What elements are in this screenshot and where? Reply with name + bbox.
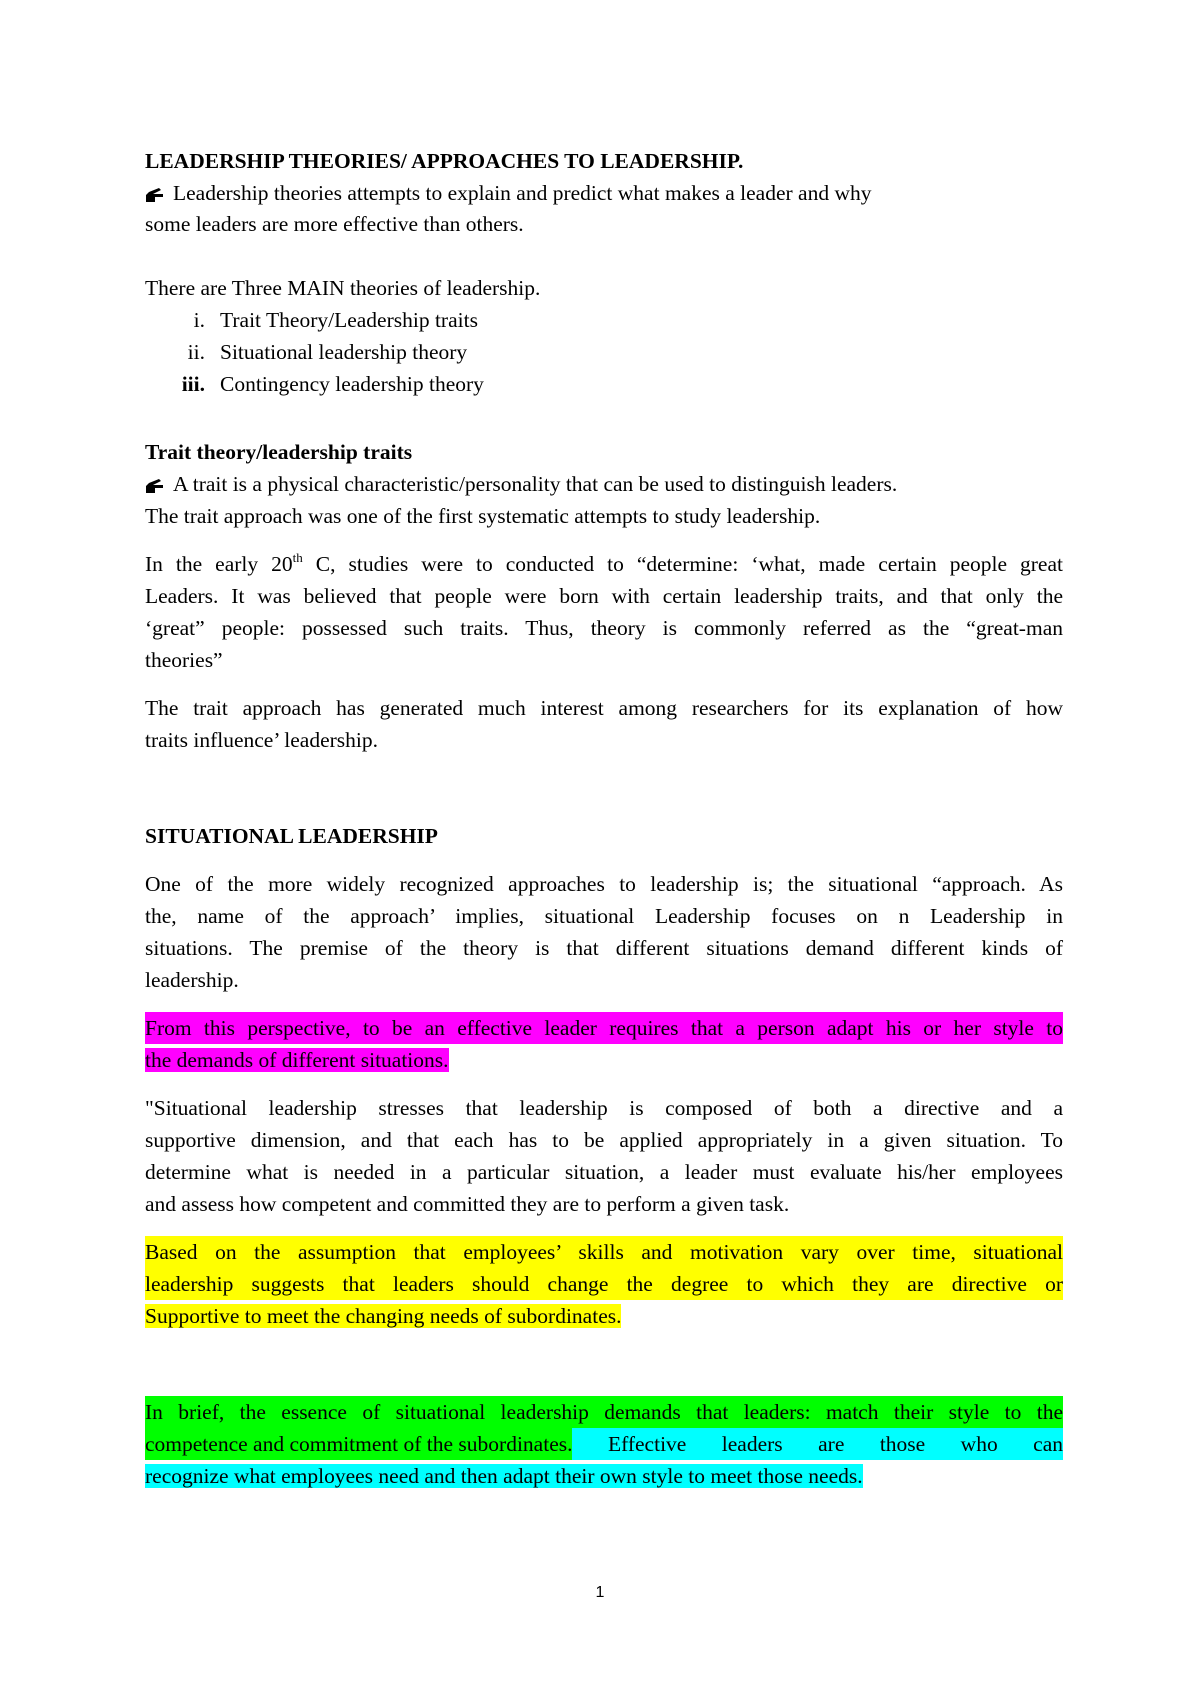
stresses-line-1: "Situational leadership stresses that leadership is composed of both a directive and a xyxy=(145,1096,1063,1120)
situational-line-2: the, name of the approach’ implies, situational Leadership focuses on n Leadership in xyxy=(145,904,1063,928)
situational-heading: SITUATIONAL LEADERSHIP xyxy=(145,824,438,848)
intro-line-2: some leaders are more effective than others. xyxy=(145,212,524,236)
brief-text-2-cyan: Effective leaders are those who can xyxy=(572,1428,1063,1460)
assumption-line-1: Based on the assumption that employees’ skills and motivation vary over time, situational xyxy=(145,1236,1063,1268)
list-item-2: Situational leadership theory xyxy=(220,340,468,364)
early-line-2: Leaders. It was believed that people were born with certain leadership traits, and that only the xyxy=(145,584,1063,608)
early-line-4: theories” xyxy=(145,648,223,672)
perspective-line-2 xyxy=(145,1044,449,1076)
brief-line-3 xyxy=(145,1460,863,1492)
list-num-1: i. xyxy=(193,308,205,332)
intro-line-1 xyxy=(145,177,872,209)
stresses-line-3: determine what is needed in a particular situation, a leader must evaluate his/her employees xyxy=(145,1160,1063,1184)
writing-hand-icon xyxy=(145,187,165,201)
stresses-line-2: supportive dimension, and that each has to be applied appropriately in a given situation. To xyxy=(145,1128,1063,1152)
assumption-line-3 xyxy=(145,1300,621,1332)
brief-text-2-green: competence and commitment of the subordinates. xyxy=(145,1428,572,1460)
list-item-1: Trait Theory/Leadership traits xyxy=(220,308,478,332)
early-line-3: ‘great” people: possessed such traits. Thus, theory is commonly referred as the “great-man xyxy=(145,616,1063,640)
page-title: LEADERSHIP THEORIES/ APPROACHES TO LEADERSHIP. xyxy=(145,149,744,173)
assumption-text-3: Supportive to meet the changing needs of subordinates. xyxy=(145,1304,622,1328)
intro-text-1: Leadership theories attempts to explain and predict what makes a leader and why xyxy=(173,181,872,205)
early-line-1 xyxy=(145,548,1063,580)
early-sup: th xyxy=(292,550,303,565)
situational-line-4: leadership. xyxy=(145,968,239,992)
brief-line-1: In brief, the essence of situational leadership demands that leaders: match their style to the xyxy=(145,1396,1063,1428)
trait-line-2: The trait approach was one of the first systematic attempts to study leadership. xyxy=(145,504,821,528)
perspective-text-2: the demands of different situations. xyxy=(145,1048,449,1072)
early-post: C, studies were to conducted to “determine: ‘what, made certain people great xyxy=(302,552,1063,576)
brief-text-3: recognize what employees need and then adapt their own style to meet those needs. xyxy=(145,1464,863,1488)
situational-line-3: situations. The premise of the theory is that different situations demand different kinds of xyxy=(145,936,1063,960)
list-num-2: ii. xyxy=(187,340,205,364)
page-number: 1 xyxy=(595,1584,605,1601)
interest-line-2: traits influence’ leadership. xyxy=(145,728,379,752)
early-pre: In the early 20 xyxy=(145,552,293,576)
interest-line-1: The trait approach has generated much interest among researchers for its explanation of how xyxy=(145,696,1063,720)
writing-hand-icon xyxy=(145,478,165,492)
trait-line-1 xyxy=(145,468,897,500)
brief-line-2 xyxy=(145,1428,1063,1460)
list-item-3: Contingency leadership theory xyxy=(220,372,484,396)
trait-heading: Trait theory/leadership traits xyxy=(145,440,413,464)
assumption-line-2: leadership suggests that leaders should change the degree to which they are directive or xyxy=(145,1268,1063,1300)
situational-line-1: One of the more widely recognized approaches to leadership is; the situational “approach. As xyxy=(145,872,1063,896)
list-num-3: iii. xyxy=(181,372,205,396)
trait-text-1: A trait is a physical characteristic/personality that can be used to distinguish leaders. xyxy=(173,472,898,496)
three-main-text: There are Three MAIN theories of leadership. xyxy=(145,276,541,300)
perspective-line-1: From this perspective, to be an effective leader requires that a person adapt his or her style to xyxy=(145,1012,1063,1044)
stresses-line-4: and assess how competent and committed they are to perform a given task. xyxy=(145,1192,790,1216)
